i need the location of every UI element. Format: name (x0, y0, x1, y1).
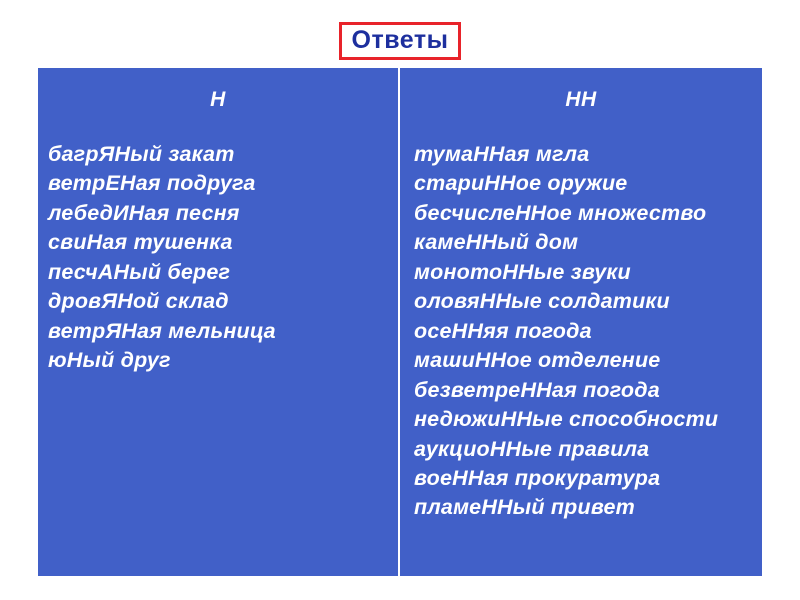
list-item: свиНая тушенка (48, 230, 233, 255)
list-item: недюжиННые способности (414, 407, 719, 432)
list-item: камеННый дом (414, 230, 579, 255)
word-list-nn (400, 140, 762, 523)
list-item: дровЯНой склад (48, 289, 229, 314)
list-item: монотоННые звуки (414, 259, 631, 284)
list-item: безветреННая погода (414, 377, 660, 402)
title-container (0, 22, 800, 60)
list-item: аукциоННые правила (414, 436, 650, 461)
list-item: тумаННая мгла (414, 142, 590, 166)
list-item: багрЯНый закат (48, 142, 235, 166)
list-item: бесчислеННое множество (414, 200, 707, 225)
word-list-n (38, 140, 398, 376)
list-item: оловяННые солдатики (414, 289, 670, 314)
list-item: пламеННый привет (414, 495, 635, 520)
list-item: ветрЕНая подруга (48, 171, 256, 196)
list-item: юНый друг (48, 348, 171, 373)
list-item: песчАНый берег (48, 259, 231, 284)
column-header-n: Н (210, 88, 226, 111)
table-column-n (38, 68, 400, 576)
answers-table (36, 66, 764, 578)
list-item: лебедИНая песня (48, 200, 240, 225)
list-item: стариННое оружие (414, 171, 628, 196)
title-box (339, 22, 462, 60)
table-column-nn (400, 68, 762, 576)
list-item: ветрЯНая мельница (48, 318, 276, 343)
list-item: осеННяя погода (414, 318, 592, 343)
page-title: Ответы (351, 26, 449, 54)
list-item: машиННое отделение (414, 348, 661, 373)
column-header-nn: НН (565, 88, 597, 111)
list-item: воеННая прокуратура (414, 465, 661, 490)
